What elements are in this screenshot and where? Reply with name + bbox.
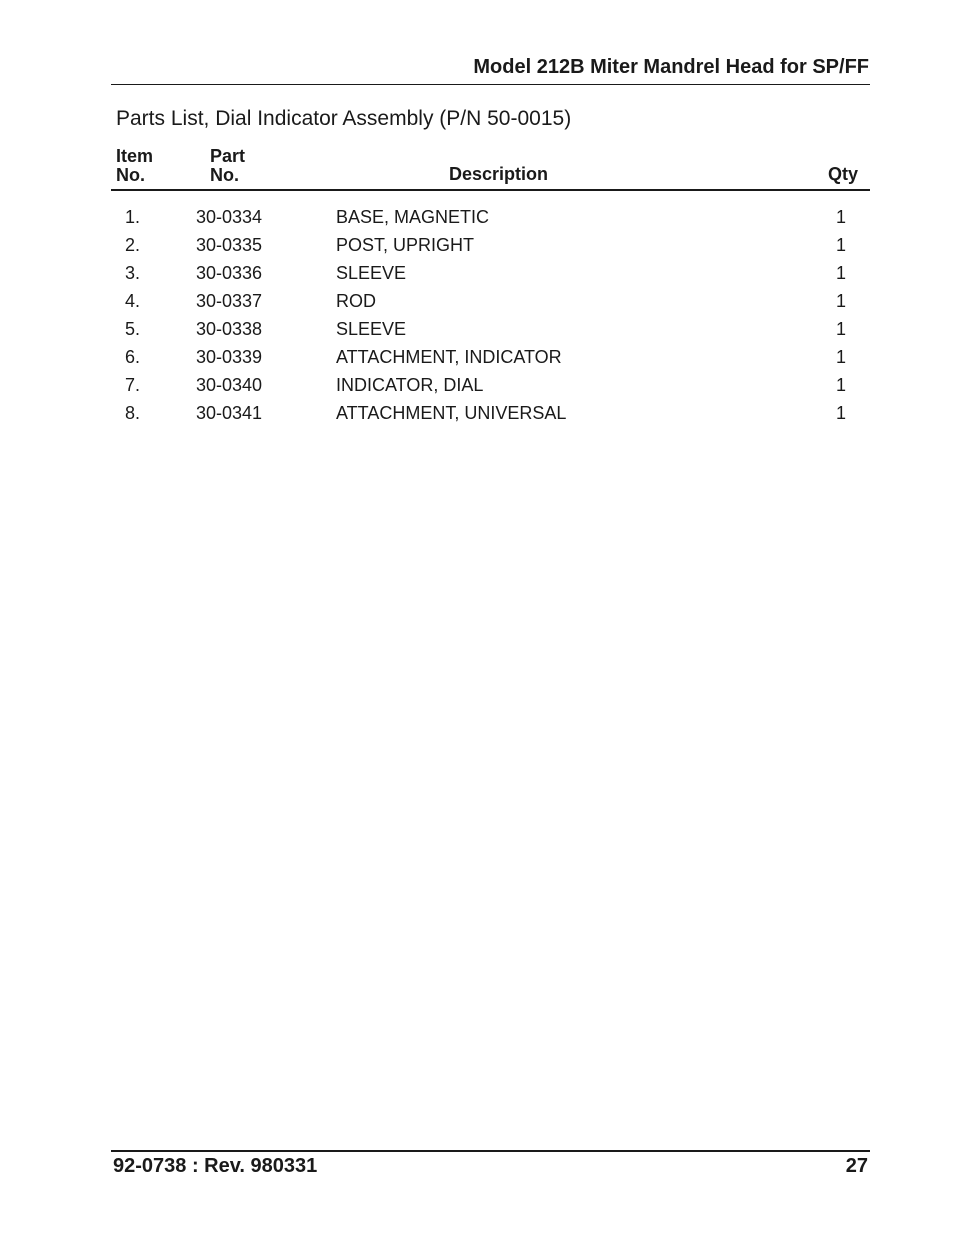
part-description: SLEEVE — [336, 319, 407, 339]
table-header-divider — [111, 189, 870, 191]
column-header-item-line1: Item — [116, 146, 154, 166]
part-description: ROD — [336, 291, 376, 311]
table-row — [0, 343, 954, 371]
part-qty: 1 — [835, 403, 846, 423]
page-header-title: Model 212B Miter Mandrel Head for SP/FF — [473, 56, 869, 78]
item-number: 6. — [125, 347, 141, 367]
table-row — [0, 287, 954, 315]
section-title: Parts List, Dial Indicator Assembly (P/N 50-0015) — [116, 107, 572, 130]
part-number: 30-0336 — [196, 263, 263, 283]
item-number: 2. — [125, 235, 141, 255]
column-header-qty: Qty — [827, 164, 858, 184]
part-description: ATTACHMENT, INDICATOR — [336, 347, 562, 367]
part-number: 30-0334 — [196, 207, 263, 227]
footer-divider — [111, 1150, 870, 1152]
item-number: 1. — [125, 207, 141, 227]
part-number: 30-0340 — [196, 375, 263, 395]
part-description: INDICATOR, DIAL — [336, 375, 484, 395]
item-number: 8. — [125, 403, 141, 423]
item-number: 4. — [125, 291, 141, 311]
part-qty: 1 — [835, 235, 846, 255]
part-number: 30-0341 — [196, 403, 263, 423]
part-number: 30-0338 — [196, 319, 263, 339]
parts-table-body — [0, 203, 954, 427]
column-header-part-no — [210, 147, 245, 185]
part-qty: 1 — [835, 291, 846, 311]
table-row — [0, 399, 954, 427]
item-number: 5. — [125, 319, 141, 339]
part-qty: 1 — [835, 207, 846, 227]
part-description: BASE, MAGNETIC — [336, 207, 490, 227]
column-header-part-line1: Part — [210, 146, 246, 166]
table-row — [0, 315, 954, 343]
table-row — [0, 231, 954, 259]
header-divider — [111, 84, 870, 85]
part-qty: 1 — [835, 319, 846, 339]
item-number: 7. — [125, 375, 141, 395]
part-number: 30-0337 — [196, 291, 263, 311]
table-row — [0, 371, 954, 399]
part-number: 30-0339 — [196, 347, 263, 367]
document-revision: 92-0738 : Rev. 980331 — [113, 1155, 318, 1177]
part-description: ATTACHMENT, UNIVERSAL — [336, 403, 567, 423]
part-description: POST, UPRIGHT — [336, 235, 475, 255]
table-row — [0, 203, 954, 231]
column-header-item-no — [116, 147, 153, 185]
part-qty: 1 — [835, 347, 846, 367]
column-header-item-line2: No. — [116, 165, 145, 185]
part-qty: 1 — [835, 263, 846, 283]
part-qty: 1 — [835, 375, 846, 395]
column-header-description: Description — [449, 164, 549, 184]
part-number: 30-0335 — [196, 235, 263, 255]
item-number: 3. — [125, 263, 141, 283]
page-number: 27 — [845, 1155, 868, 1177]
part-description: SLEEVE — [336, 263, 407, 283]
table-row — [0, 259, 954, 287]
column-header-part-line2: No. — [210, 165, 239, 185]
